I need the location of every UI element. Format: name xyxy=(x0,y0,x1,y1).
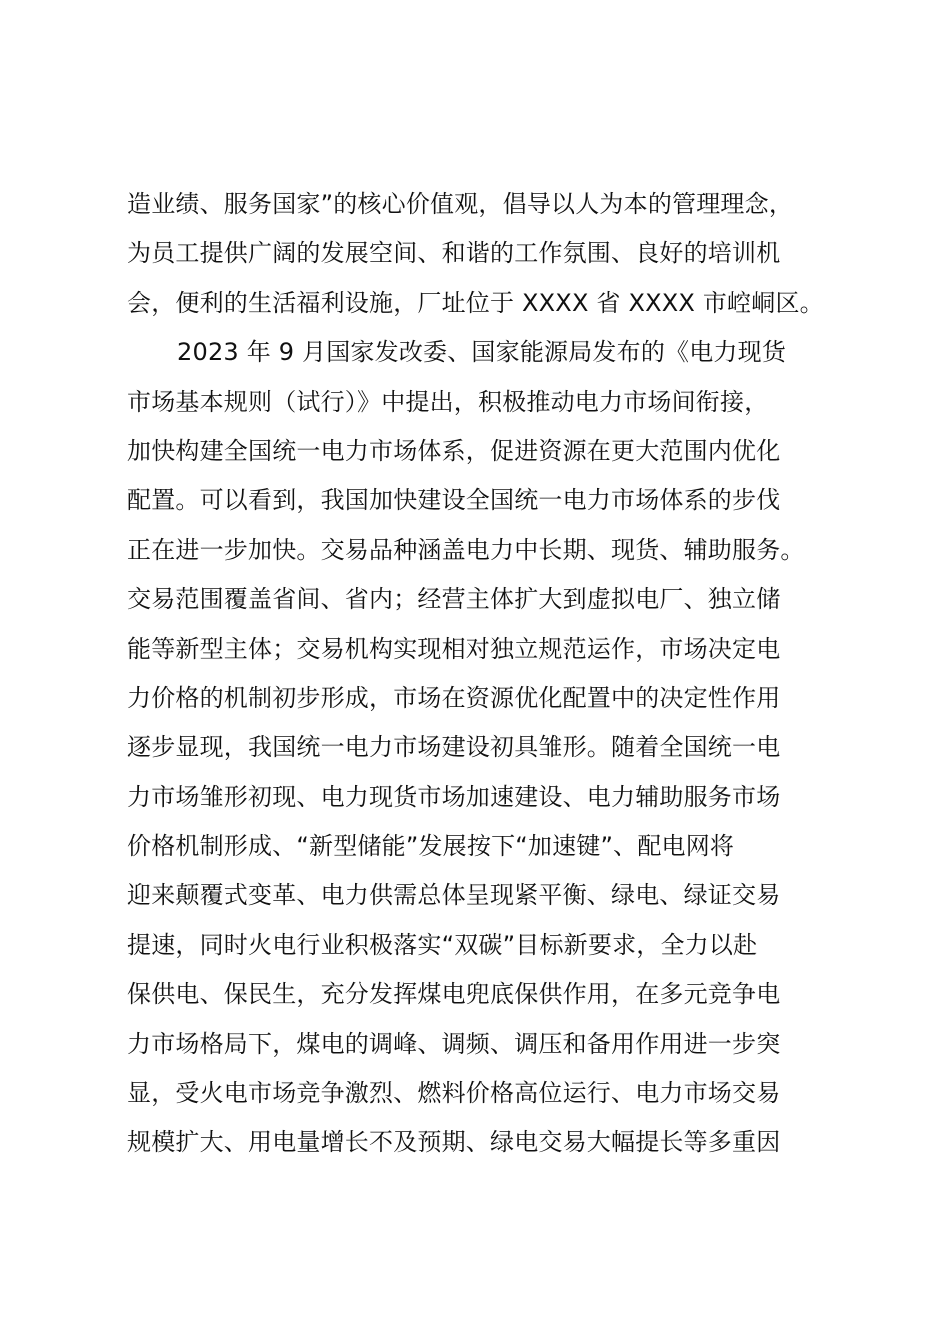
text-line: 规模扩大、用电量增长不及预期、绿电交易大幅提长等多重因 xyxy=(127,1128,781,1157)
text-line: 能等新型主体；交易机构实现相对独立规范运作，市场决定电 xyxy=(127,634,781,663)
text-line: 正在进一步加快。交易品种涵盖电力中长期、现货、辅助服务。 xyxy=(127,535,805,564)
text-line: 市场基本规则（试行）》中提出，积极推动电力市场间衔接， xyxy=(127,387,769,416)
text-line: 力价格的机制初步形成，市场在资源优化配置中的决定性作用 xyxy=(127,683,781,712)
paragraph-first-line: 2023 年 9 月国家发改委、国家能源局发布的《电力现货 xyxy=(177,338,787,367)
text-line: 价格机制形成、“新型储能”发展按下“加速键”、配电网将 xyxy=(127,832,735,861)
text-line: 显，受火电市场竞争激烈、燃料价格高位运行、电力市场交易 xyxy=(127,1079,781,1108)
text-line: 配置。可以看到，我国加快建设全国统一电力市场体系的步伐 xyxy=(127,486,781,515)
text-line: 会，便利的生活福利设施，厂址位于 XXXX 省 XXXX 市崆峒区。 xyxy=(127,288,824,317)
body-text xyxy=(127,180,847,1168)
text-line: 提速，同时火电行业积极落实“双碳”目标新要求，全力以赴 xyxy=(127,930,758,959)
text-line: 力市场雏形初现、电力现货市场加速建设、电力辅助服务市场 xyxy=(127,782,781,811)
text-line: 迎来颠覆式变革、电力供需总体呈现紧平衡、绿电、绿证交易 xyxy=(127,881,781,910)
text-line: 为员工提供广阔的发展空间、和谐的工作氛围、良好的培训机 xyxy=(127,239,781,268)
text-line: 造业绩、服务国家”的核心价值观，倡导以人为本的管理理念， xyxy=(127,190,794,218)
text-line: 交易范围覆盖省间、省内；经营主体扩大到虚拟电厂、独立储 xyxy=(127,585,781,614)
text-line: 保供电、保民生，充分发挥煤电兜底保供作用，在多元竞争电 xyxy=(127,980,781,1009)
text-line: 力市场格局下，煤电的调峰、调频、调压和备用作用进一步突 xyxy=(127,1029,781,1058)
text-line: 逐步显现，我国统一电力市场建设初具雏形。随着全国统一电 xyxy=(127,733,781,762)
text-line: 加快构建全国统一电力市场体系，促进资源在更大范围内优化 xyxy=(127,436,781,465)
